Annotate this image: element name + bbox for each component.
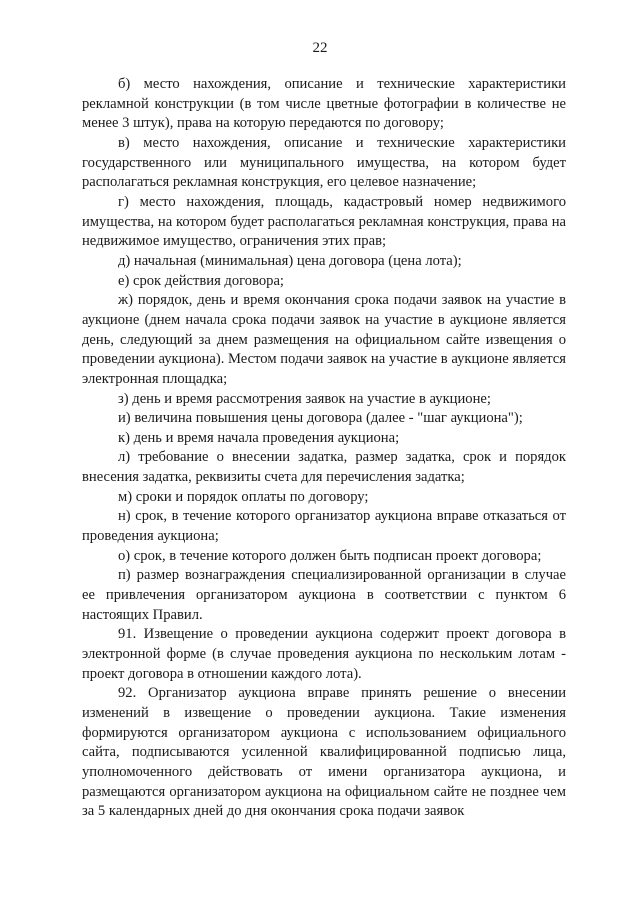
- paragraph-z: з) день и время рассмотрения заявок на участие в аукционе;: [118, 390, 491, 407]
- page-number: 22: [312, 40, 328, 56]
- document-body: [82, 75, 566, 822]
- paragraph-k: к) день и время начала проведения аукциона;: [118, 429, 400, 446]
- paragraph-91: 91. Извещение о проведении аукциона содержит проект договора в электронной форме (в случае проведения аукциона по нескольким лотам - проект договора в отношении каждого лота).: [82, 626, 566, 682]
- paragraph-p: п) размер вознаграждения специализированной организации в случае ее привлечения организатором аукциона в соответствии с пунктом 6 настоящих Правил.: [82, 567, 566, 623]
- paragraph-m: м) сроки и порядок оплаты по договору;: [118, 488, 369, 505]
- paragraph-n: н) срок, в течение которого организатор аукциона вправе отказаться от проведения аукциона;: [82, 508, 566, 545]
- paragraph-l: л) требование о внесении задатка, размер задатка, срок и порядок внесения задатка, реквизиты счета для перечисления задатка;: [82, 449, 566, 486]
- paragraph-g: г) место нахождения, площадь, кадастровый номер недвижимого имущества, на котором будет располагаться рекламная конструкция, права на недвижимое имущество, ограничения этих прав;: [82, 193, 566, 250]
- paragraph-i: и) величина повышения цены договора (далее - "шаг аукциона");: [118, 410, 523, 427]
- paragraph-92: 92. Организатор аукциона вправе принять решение о внесении изменений в извещение о проведении аукциона. Такие изменения формируются организатором аукциона с использованием официального сайта, подписываются усиленной квалифицированной подписью лица, уполномоченного действовать от имени организатора аукциона, и размещаются организатором аукциона на официальном сайте не позднее чем за 5 календарных дней до дня окончания срока подачи заявок: [82, 685, 566, 820]
- paragraph-v: в) место нахождения, описание и технические характеристики государственного или муниципального имущества, на котором будет располагаться рекламная конструкция, его целевое назначение;: [82, 134, 566, 191]
- paragraph-zh: ж) порядок, день и время окончания срока подачи заявок на участие в аукционе (днем начала срока подачи заявок на участие в аукционе является день, следующий за днем размещения на официальном сайте извещения о проведении аукциона). Местом подачи заявок на участие в аукционе является электронная площадка;: [82, 292, 566, 387]
- paragraph-e: е) срок действия договора;: [118, 272, 284, 289]
- paragraph-o: о) срок, в течение которого должен быть подписан проект договора;: [118, 547, 542, 564]
- paragraph-d: д) начальная (минимальная) цена договора (цена лота);: [118, 252, 462, 269]
- paragraph-b: б) место нахождения, описание и технические характеристики рекламной конструкции (в том числе цветные фотографии в количестве не менее 3 штук), права на которую передаются по договору;: [82, 76, 566, 132]
